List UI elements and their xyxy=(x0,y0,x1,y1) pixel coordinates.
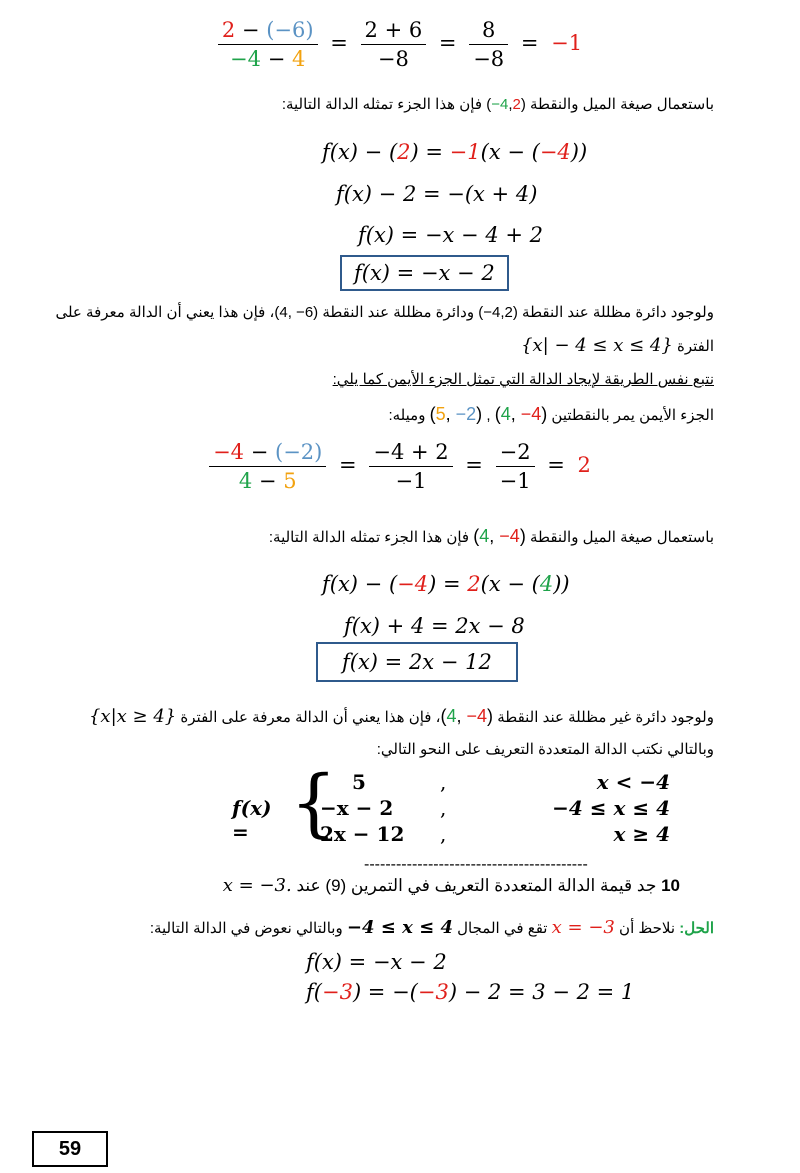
piecewise-row: −x − 2 , −4 ≤ x ≤ 4 xyxy=(320,796,670,820)
text-interval: الفترة {x| − 4 ≤ x ≤ 4} xyxy=(521,335,714,356)
numerator-a: 2 xyxy=(221,18,236,42)
solution-text: الحل: نلاحظ أن x = −3 تقع في المجال −4 ≤ x ≤ 4 وبالتالي نعوض في الدالة التالية: xyxy=(149,917,714,938)
right-eq2: f(x) + 4 = 2x − 8 xyxy=(344,614,525,638)
slope-right-step1: $\frac{-4 + 2}{-1}$ xyxy=(369,440,452,493)
slope-left-fraction: $\frac{2 - (-6)}{-4 - 4}$ xyxy=(218,18,318,71)
slope-right-step2: $\frac{-2}{-1}$ xyxy=(496,440,535,493)
denominator-b: 4 xyxy=(292,47,306,71)
piecewise-row: 5 , x < −4 xyxy=(352,770,670,794)
text-circles: ولوجود دائرة مظللة عند النقطة (4,2−) ودائرة مظللة عند النقطة (6− ,4)، فإن هذا يعني أن الدالة معرفة على xyxy=(55,304,714,321)
piecewise-brace: { xyxy=(290,760,338,846)
right-result-box xyxy=(316,642,518,682)
question-number: 10 xyxy=(661,876,680,895)
left-result-box xyxy=(340,255,509,291)
piecewise-lhs: f(x) = xyxy=(232,796,272,844)
slope-right-fraction: $\frac{-4 - (-2)}{4 - 5}$ xyxy=(209,440,326,493)
piecewise-row: 2x − 12 , x ≥ 4 xyxy=(320,822,670,846)
slope-left-equation: $\frac{2 - (-6)}{-4 - 4}$ = $\frac{2 + 6}{-8}$ = $\frac{8}{-8}$ = −1 xyxy=(0,18,800,71)
slope-right-equation: $\frac{-4 - (-2)}{4 - 5}$ = $\frac{-4 + 2}{-1}$ = $\frac{-2}{-1}$ = 2 xyxy=(0,440,800,493)
text-same-method: نتبع نفس الطريقة لإيجاد الدالة التي تمثل الجزء الأيمن كما يلي: xyxy=(332,371,714,388)
solution-eq1: f(x) = −x − 2 xyxy=(306,950,447,974)
right-result: f(x) = 2x − 12 xyxy=(316,642,518,682)
right-eq1: f(x) − (−4) = 2(x − (4)) xyxy=(322,572,570,596)
solution-eq2: f(−3) = −(−3) − 2 = 3 − 2 = 1 xyxy=(306,980,635,1004)
left-eq1: f(x) − (2) = −1(x − (−4)) xyxy=(322,140,588,164)
slope-left-step2: $\frac{8}{-8}$ xyxy=(469,18,508,71)
denominator-a: −4 xyxy=(230,47,262,71)
separator: ------------------------------------------ xyxy=(364,856,588,873)
slope-left-result: −1 xyxy=(551,31,583,55)
left-eq3: f(x) = −x − 4 + 2 xyxy=(358,223,544,247)
left-eq2: f(x) − 2 = −(x + 4) xyxy=(336,182,538,206)
text-right-pass: الجزء الأيمن يمر بالنقطتين (4, −4) , (5, −2) وميله: xyxy=(388,404,714,424)
slope-left-step1: $\frac{2 + 6}{-8}$ xyxy=(361,18,427,71)
numerator-b: (−6) xyxy=(266,18,314,42)
page-number: 59 xyxy=(32,1131,108,1167)
slope-right-result: 2 xyxy=(577,453,591,477)
text-open-circle: ولوجود دائرة غير مظللة عند النقطة (4, −4)، فإن هذا يعني أن الدالة معرفة على الفترة {x|x ≥ 4} xyxy=(88,706,714,727)
text-thus: وبالتالي نكتب الدالة المتعددة التعريف على النحو التالي: xyxy=(376,741,714,758)
text-right-point: باستعمال صيغة الميل والنقطة (4, −4) فإن هذا الجزء تمثله الدالة التالية: xyxy=(268,526,714,546)
question-10: 10 جد قيمة الدالة المتعددة التعريف في التمرين (9) عند x = −3. xyxy=(222,875,680,896)
solution-label: الحل: xyxy=(679,920,714,937)
left-result: f(x) = −x − 2 xyxy=(340,255,509,291)
text-left-point: باستعمال صيغة الميل والنقطة (−4,2) فإن هذا الجزء تمثله الدالة التالية: xyxy=(281,96,714,113)
